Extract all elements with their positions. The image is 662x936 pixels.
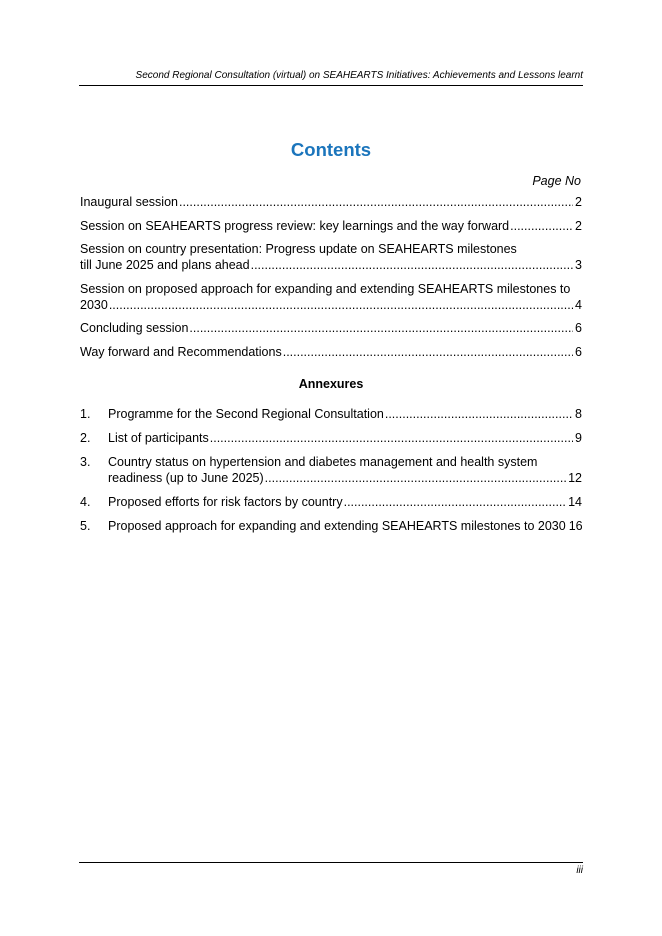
- running-header: Second Regional Consultation (virtual) on SEAHEARTS Initiatives: Achievements and Lessons learnt: [79, 70, 583, 86]
- entry-title-line: Session on country presentation: Progress update on SEAHEARTS milestones: [80, 242, 517, 256]
- toc-entry[interactable]: [80, 194, 582, 210]
- entry-title-line: Concluding session: [80, 321, 189, 335]
- toc-entry[interactable]: [80, 241, 582, 273]
- page-no-label: Page No: [532, 174, 581, 188]
- entry-page-number: 6: [575, 344, 582, 359]
- dot-leader: [210, 430, 573, 446]
- dot-leader: [385, 406, 573, 422]
- toc-entry[interactable]: [80, 218, 582, 234]
- annexure-number: 2.: [80, 431, 91, 445]
- annexures-list: [80, 406, 582, 542]
- toc-entry[interactable]: [80, 320, 582, 336]
- dot-leader: [179, 194, 573, 210]
- entry-title-line: till June 2025 and plans ahead: [80, 258, 250, 272]
- entry-title-line: 2030: [80, 297, 108, 312]
- dot-leader: [283, 344, 573, 360]
- entry-page-number: 12: [568, 471, 582, 485]
- entry-page-number: 2: [575, 218, 582, 233]
- annexure-entry[interactable]: [80, 406, 582, 422]
- entry-page-number: 2: [575, 195, 582, 209]
- dot-leader: [189, 320, 573, 336]
- annexure-number: 4.: [80, 495, 91, 509]
- dot-leader: [251, 257, 573, 273]
- annexure-entry[interactable]: [80, 430, 582, 446]
- page-footer: [79, 862, 583, 876]
- annexure-entry[interactable]: [80, 518, 582, 534]
- annexures-title: Annexures: [298, 377, 364, 391]
- dot-leader: [109, 297, 573, 313]
- contents-list: [80, 194, 582, 367]
- annexure-number: 1.: [80, 407, 91, 421]
- entry-title-line: Session on SEAHEARTS progress review: key learnings and the way forward: [80, 218, 510, 233]
- annexure-entry[interactable]: [80, 454, 582, 486]
- entry-page-number: 4: [575, 297, 582, 312]
- entry-page-number: 3: [575, 258, 582, 272]
- entry-page-number: 16: [568, 519, 583, 533]
- entry-page-number: 14: [568, 495, 582, 509]
- dot-leader: [344, 494, 567, 510]
- entry-title-line: Programme for the Second Regional Consultation: [108, 407, 384, 421]
- toc-entry[interactable]: [80, 281, 582, 313]
- entry-title-line: Country status on hypertension and diabetes management and health system: [108, 455, 538, 469]
- toc-entry[interactable]: [80, 344, 582, 360]
- entry-title-line: Proposed approach for expanding and extending SEAHEARTS milestones to 2030: [108, 519, 566, 533]
- contents-title: Contents: [290, 139, 372, 160]
- entry-title-line: Inaugural session: [80, 195, 178, 209]
- entry-title-line: readiness (up to June 2025): [108, 471, 264, 485]
- dot-leader: [510, 218, 573, 234]
- page-number: iii: [576, 865, 583, 876]
- entry-title-line: Proposed efforts for risk factors by country: [108, 495, 343, 509]
- entry-title-line: Way forward and Recommendations: [80, 344, 282, 359]
- annexure-number: 3.: [80, 455, 91, 469]
- entry-title-line: List of participants: [108, 431, 209, 445]
- entry-page-number: 8: [575, 407, 582, 421]
- dot-leader: [265, 470, 566, 486]
- entry-title-line: Session on proposed approach for expanding and extending SEAHEARTS milestones to: [80, 281, 571, 296]
- entry-page-number: 9: [575, 431, 582, 445]
- entry-page-number: 6: [575, 321, 582, 335]
- annexure-entry[interactable]: [80, 494, 582, 510]
- annexure-number: 5.: [80, 519, 91, 533]
